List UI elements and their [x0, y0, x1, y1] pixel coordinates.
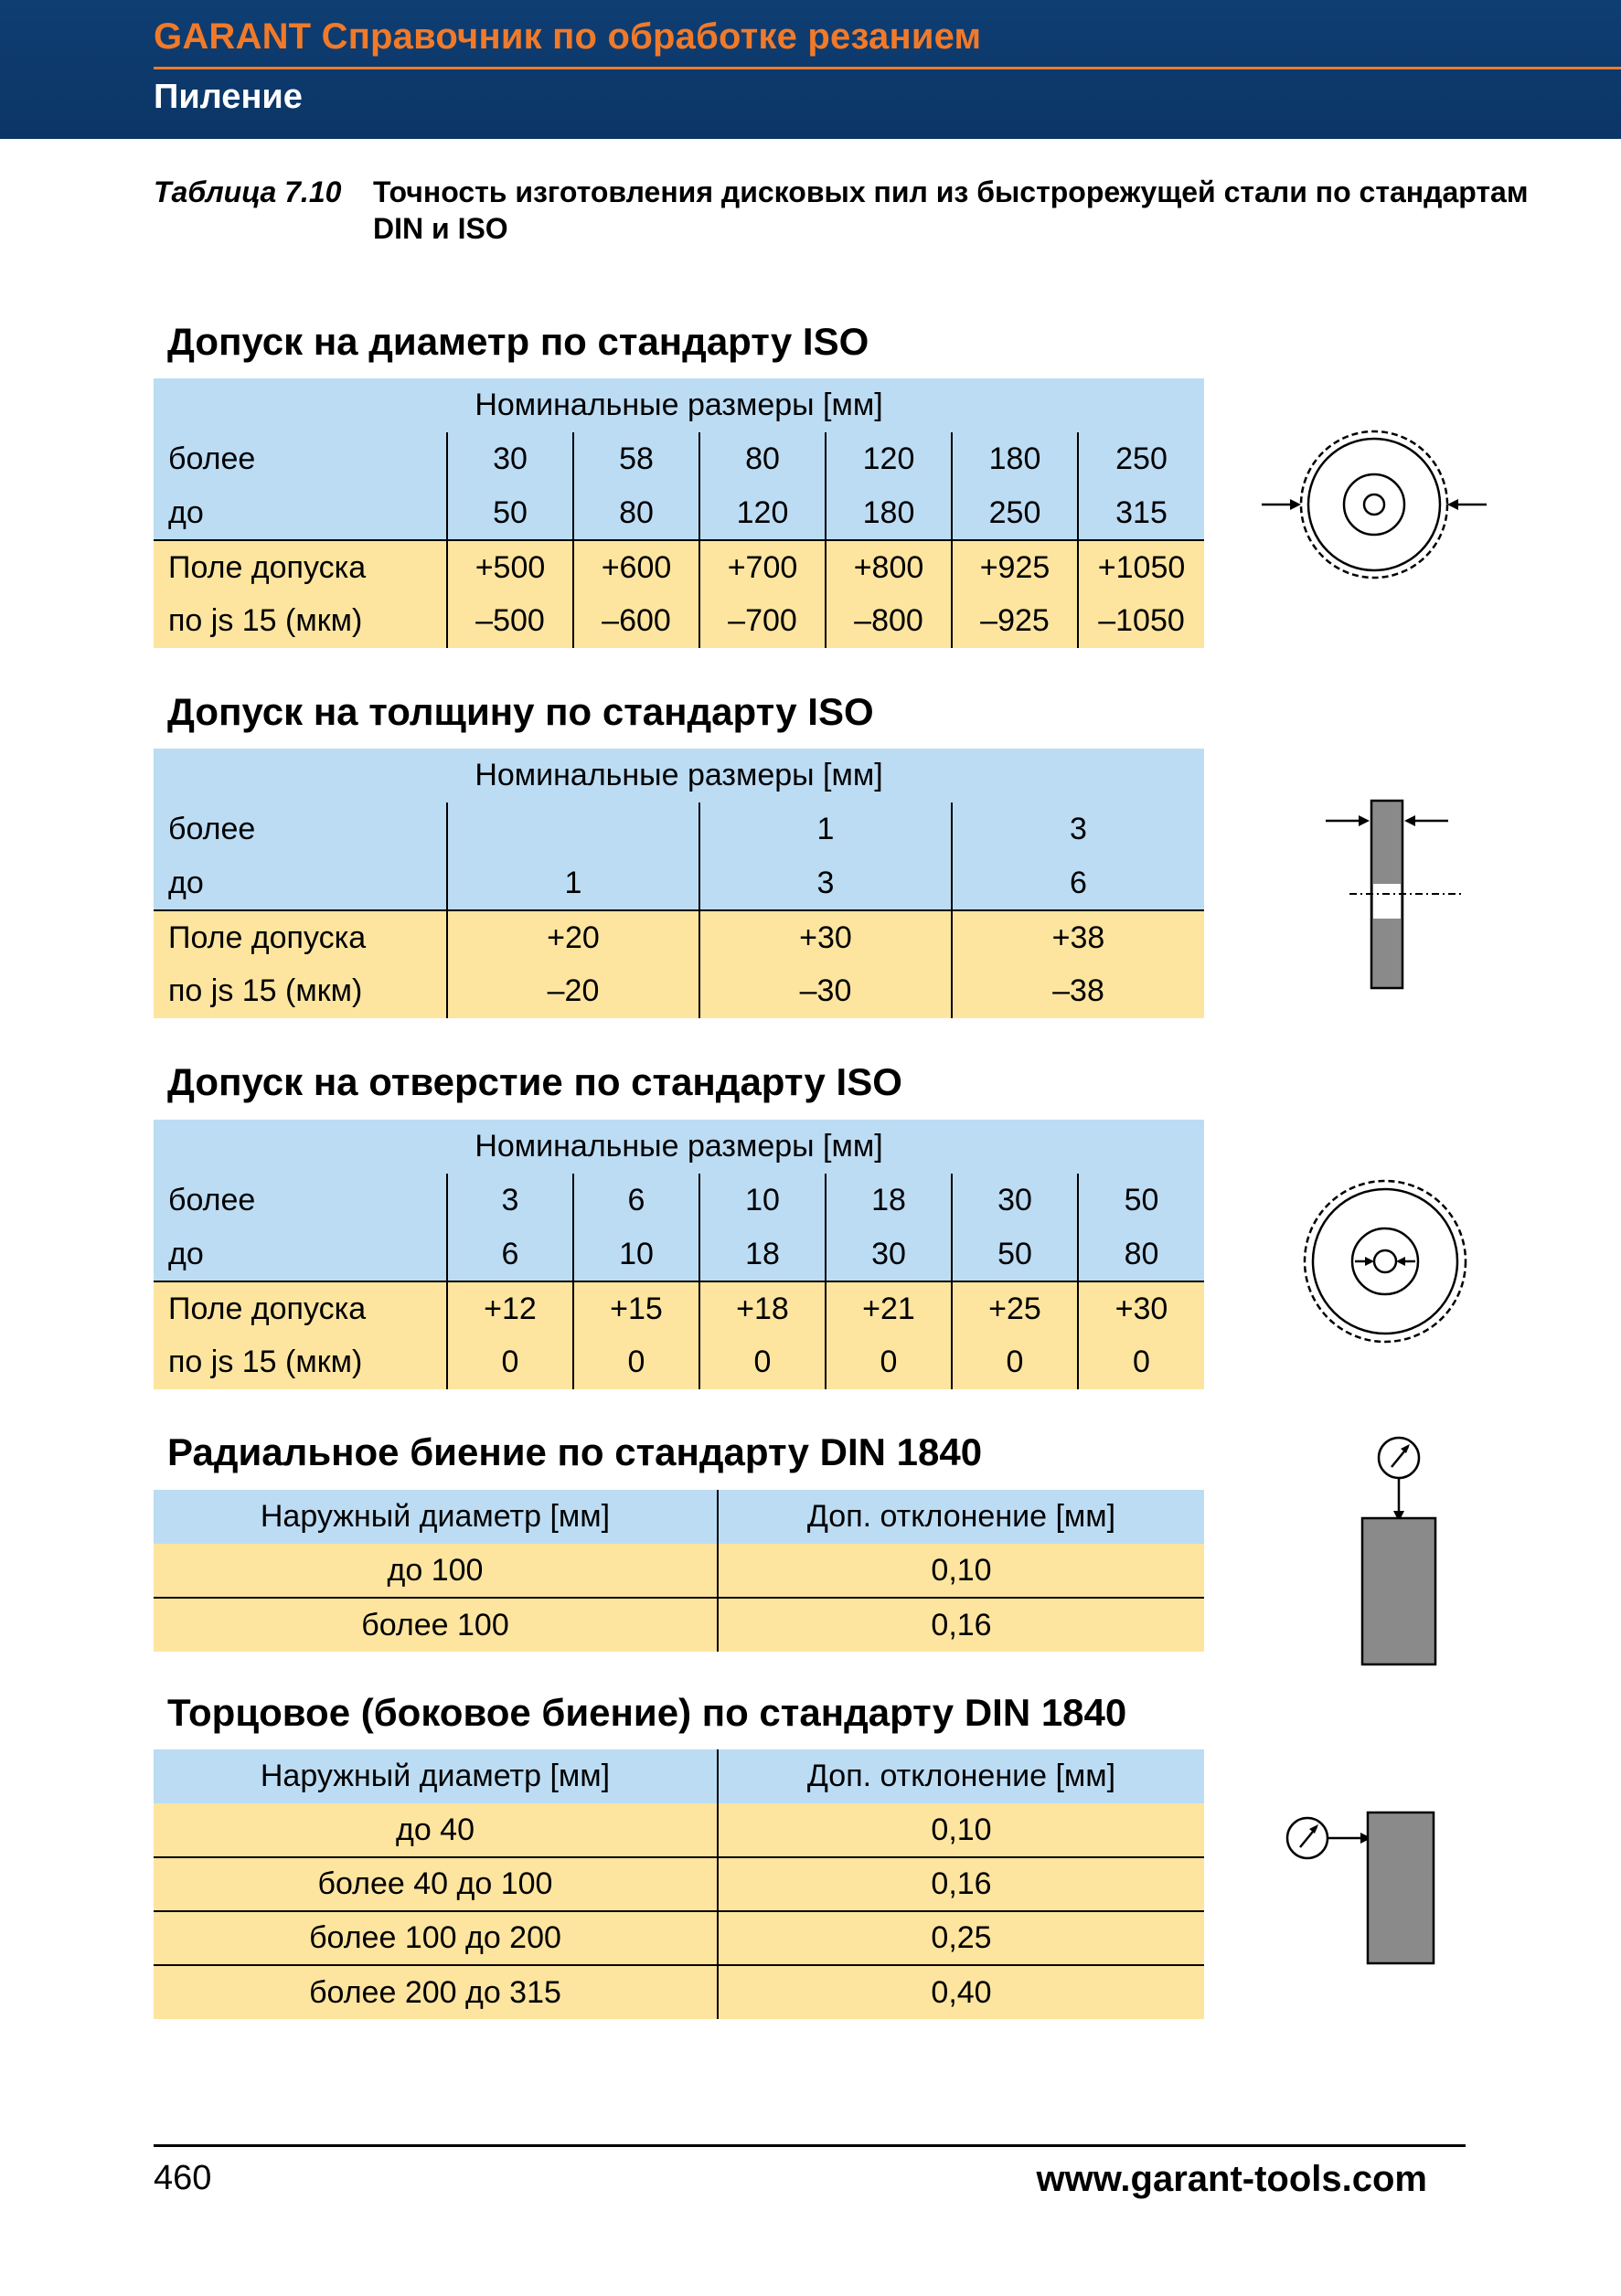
table-cell: +20	[447, 910, 699, 964]
table-cell: +25	[952, 1281, 1078, 1335]
table-cell: 6	[573, 1174, 699, 1228]
table-cell: 0,16	[718, 1857, 1204, 1911]
table-cell: до 100	[387, 1552, 484, 1588]
table-row	[154, 1120, 1204, 1174]
table-cell: 0,16	[718, 1598, 1204, 1652]
column-header-deviation: Доп. отклонение [мм]	[718, 1749, 1204, 1803]
table-row	[154, 1335, 1204, 1389]
table-cell: +30	[699, 910, 952, 964]
table-row	[154, 1749, 1204, 1803]
row-label-tolerance: Поле допуска	[154, 910, 447, 964]
table-row	[154, 1544, 1204, 1598]
table-cell: более 100	[154, 1598, 718, 1652]
table-cell: до 40	[395, 1812, 475, 1847]
table-row	[154, 964, 1204, 1018]
table-cell: +500	[447, 540, 573, 594]
footer-rule	[154, 2144, 1466, 2147]
table-cell: –600	[573, 594, 699, 648]
table-row	[154, 856, 1204, 910]
table-cell: 3	[447, 1174, 573, 1228]
thickness-title: Допуск на толщину по стандарту ISO	[167, 690, 874, 733]
table-cell: 120	[699, 486, 826, 540]
table-row	[154, 1965, 1204, 2019]
table-row	[154, 1490, 1204, 1544]
table-cell: более 100 до 200	[154, 1911, 718, 1965]
table-cell: 80	[699, 432, 826, 486]
table-row	[154, 749, 1204, 803]
table-row	[154, 1857, 1204, 1911]
table-row	[154, 540, 1204, 594]
table-row	[154, 594, 1204, 648]
row-label-from: более	[168, 812, 256, 846]
table-cell: 315	[1078, 486, 1204, 540]
table-cell: 3	[952, 803, 1204, 856]
table-cell: 0	[1078, 1335, 1204, 1389]
thickness-diagram-icon	[1324, 795, 1479, 996]
table-cell: 58	[573, 432, 699, 486]
table-cell: 1	[699, 803, 952, 856]
row-label-to: до	[168, 865, 204, 900]
row-label-to: до	[168, 494, 204, 530]
table-cell: 1	[447, 856, 699, 910]
table-row	[154, 910, 1204, 964]
table-row	[154, 1228, 1204, 1281]
row-label-js15: по js 15 (мкм)	[168, 1345, 363, 1379]
table-cell: 50	[952, 1228, 1078, 1281]
radial-runout-diagram-icon	[1344, 1430, 1454, 1668]
table-cell: 0,40	[718, 1965, 1204, 2019]
caption-text: Точность изготовления дисковых пил из быстрорежущей стали по стандартам DIN и ISO	[373, 175, 1529, 245]
table-cell: 6	[447, 1228, 573, 1281]
axial-runout-diagram-icon	[1280, 1805, 1445, 1970]
table-cell: –20	[447, 964, 699, 1018]
table-row	[154, 803, 1204, 856]
row-label-to: до	[168, 1236, 204, 1271]
table-cell: +38	[952, 910, 1204, 964]
table-cell: 30	[447, 432, 573, 486]
table-cell: более 40 до 100	[154, 1857, 718, 1911]
table-cell: 0	[573, 1335, 699, 1389]
table-row	[154, 378, 1204, 432]
table-row	[154, 1174, 1204, 1228]
table-cell: более 200 до 315	[154, 1965, 718, 2019]
table-cell	[447, 803, 699, 856]
diameter-table	[154, 378, 1204, 648]
table-cell: 0,25	[718, 1911, 1204, 1965]
table-cell: 120	[826, 432, 952, 486]
table-cell: 180	[952, 432, 1078, 486]
nominal-header: Номинальные размеры [мм]	[475, 1129, 883, 1164]
table-row	[154, 1598, 1204, 1652]
table-cell: +1050	[1078, 540, 1204, 594]
column-header-diameter: Наружный диаметр [мм]	[260, 1759, 611, 1793]
table-cell: 0	[447, 1335, 573, 1389]
bore-table	[154, 1120, 1204, 1389]
table-cell: 0,10	[718, 1544, 1204, 1598]
table-row	[154, 1803, 1204, 1857]
table-cell: 6	[952, 856, 1204, 910]
row-label-tolerance: Поле допуска	[154, 1281, 447, 1335]
radial-title: Радиальное биение по стандарту DIN 1840	[167, 1430, 983, 1473]
table-cell: 0	[699, 1335, 826, 1389]
row-label-from: более	[168, 1183, 256, 1217]
section-title: Пиление	[154, 78, 303, 116]
table-cell: 10	[573, 1228, 699, 1281]
table-cell: 50	[1078, 1174, 1204, 1228]
table-cell: 10	[699, 1174, 826, 1228]
table-cell: +12	[447, 1281, 573, 1335]
table-cell: 80	[1078, 1228, 1204, 1281]
radial-table	[154, 1490, 1204, 1652]
bore-title: Допуск на отверстие по стандарту ISO	[167, 1060, 902, 1103]
table-cell: –500	[447, 594, 573, 648]
row-label-tolerance: Поле допуска	[154, 540, 447, 594]
table-cell: 3	[699, 856, 952, 910]
table-cell: 18	[699, 1228, 826, 1281]
table-cell: +925	[952, 540, 1078, 594]
page-number: 460	[154, 2159, 212, 2197]
table-cell: +30	[1078, 1281, 1204, 1335]
nominal-header: Номинальные размеры [мм]	[475, 388, 883, 422]
table-cell: –700	[699, 594, 826, 648]
table-cell: +21	[826, 1281, 952, 1335]
table-cell: 180	[826, 486, 952, 540]
row-label-js15: по js 15 (мкм)	[168, 973, 363, 1008]
table-row	[154, 486, 1204, 540]
table-row	[154, 1281, 1204, 1335]
table-cell: 50	[447, 486, 573, 540]
table-cell: 250	[1078, 432, 1204, 486]
table-cell: –800	[826, 594, 952, 648]
table-row	[154, 1911, 1204, 1965]
table-cell: 80	[573, 486, 699, 540]
header-rule	[154, 67, 1621, 69]
thickness-table	[154, 749, 1204, 1018]
bore-diagram-icon	[1298, 1175, 1472, 1348]
nominal-header: Номинальные размеры [мм]	[475, 758, 883, 792]
page-header	[0, 0, 1621, 139]
table-cell: +600	[573, 540, 699, 594]
diameter-title: Допуск на диаметр по стандарту ISO	[167, 320, 869, 363]
table-cell: 0,10	[718, 1803, 1204, 1857]
table-cell: +15	[573, 1281, 699, 1335]
table-cell: +700	[699, 540, 826, 594]
table-cell: +800	[826, 540, 952, 594]
row-label-from: более	[168, 441, 256, 476]
table-cell: 0	[952, 1335, 1078, 1389]
caption-label: Таблица 7.10	[154, 175, 342, 208]
table-cell: 30	[952, 1174, 1078, 1228]
website-link[interactable]: www.garant-tools.com	[1036, 2159, 1427, 2199]
table-cell: 250	[952, 486, 1078, 540]
axial-title: Торцовое (боковое биение) по стандарту DIN 1840	[167, 1691, 1127, 1734]
table-cell: –38	[952, 964, 1204, 1018]
table-cell: +18	[699, 1281, 826, 1335]
table-cell: 30	[826, 1228, 952, 1281]
axial-table	[154, 1749, 1204, 2019]
table-cell: –30	[699, 964, 952, 1018]
table-cell: 18	[826, 1174, 952, 1228]
column-header-diameter: Наружный диаметр [мм]	[260, 1499, 611, 1534]
table-row	[154, 432, 1204, 486]
column-header-deviation: Доп. отклонение [мм]	[718, 1490, 1204, 1544]
table-cell: –1050	[1078, 594, 1204, 648]
table-cell: –925	[952, 594, 1078, 648]
table-cell: 0	[826, 1335, 952, 1389]
brand-title: GARANT Справочник по обработке резанием	[154, 16, 982, 57]
diameter-diagram-icon	[1260, 420, 1498, 590]
row-label-js15: по js 15 (мкм)	[168, 603, 363, 638]
